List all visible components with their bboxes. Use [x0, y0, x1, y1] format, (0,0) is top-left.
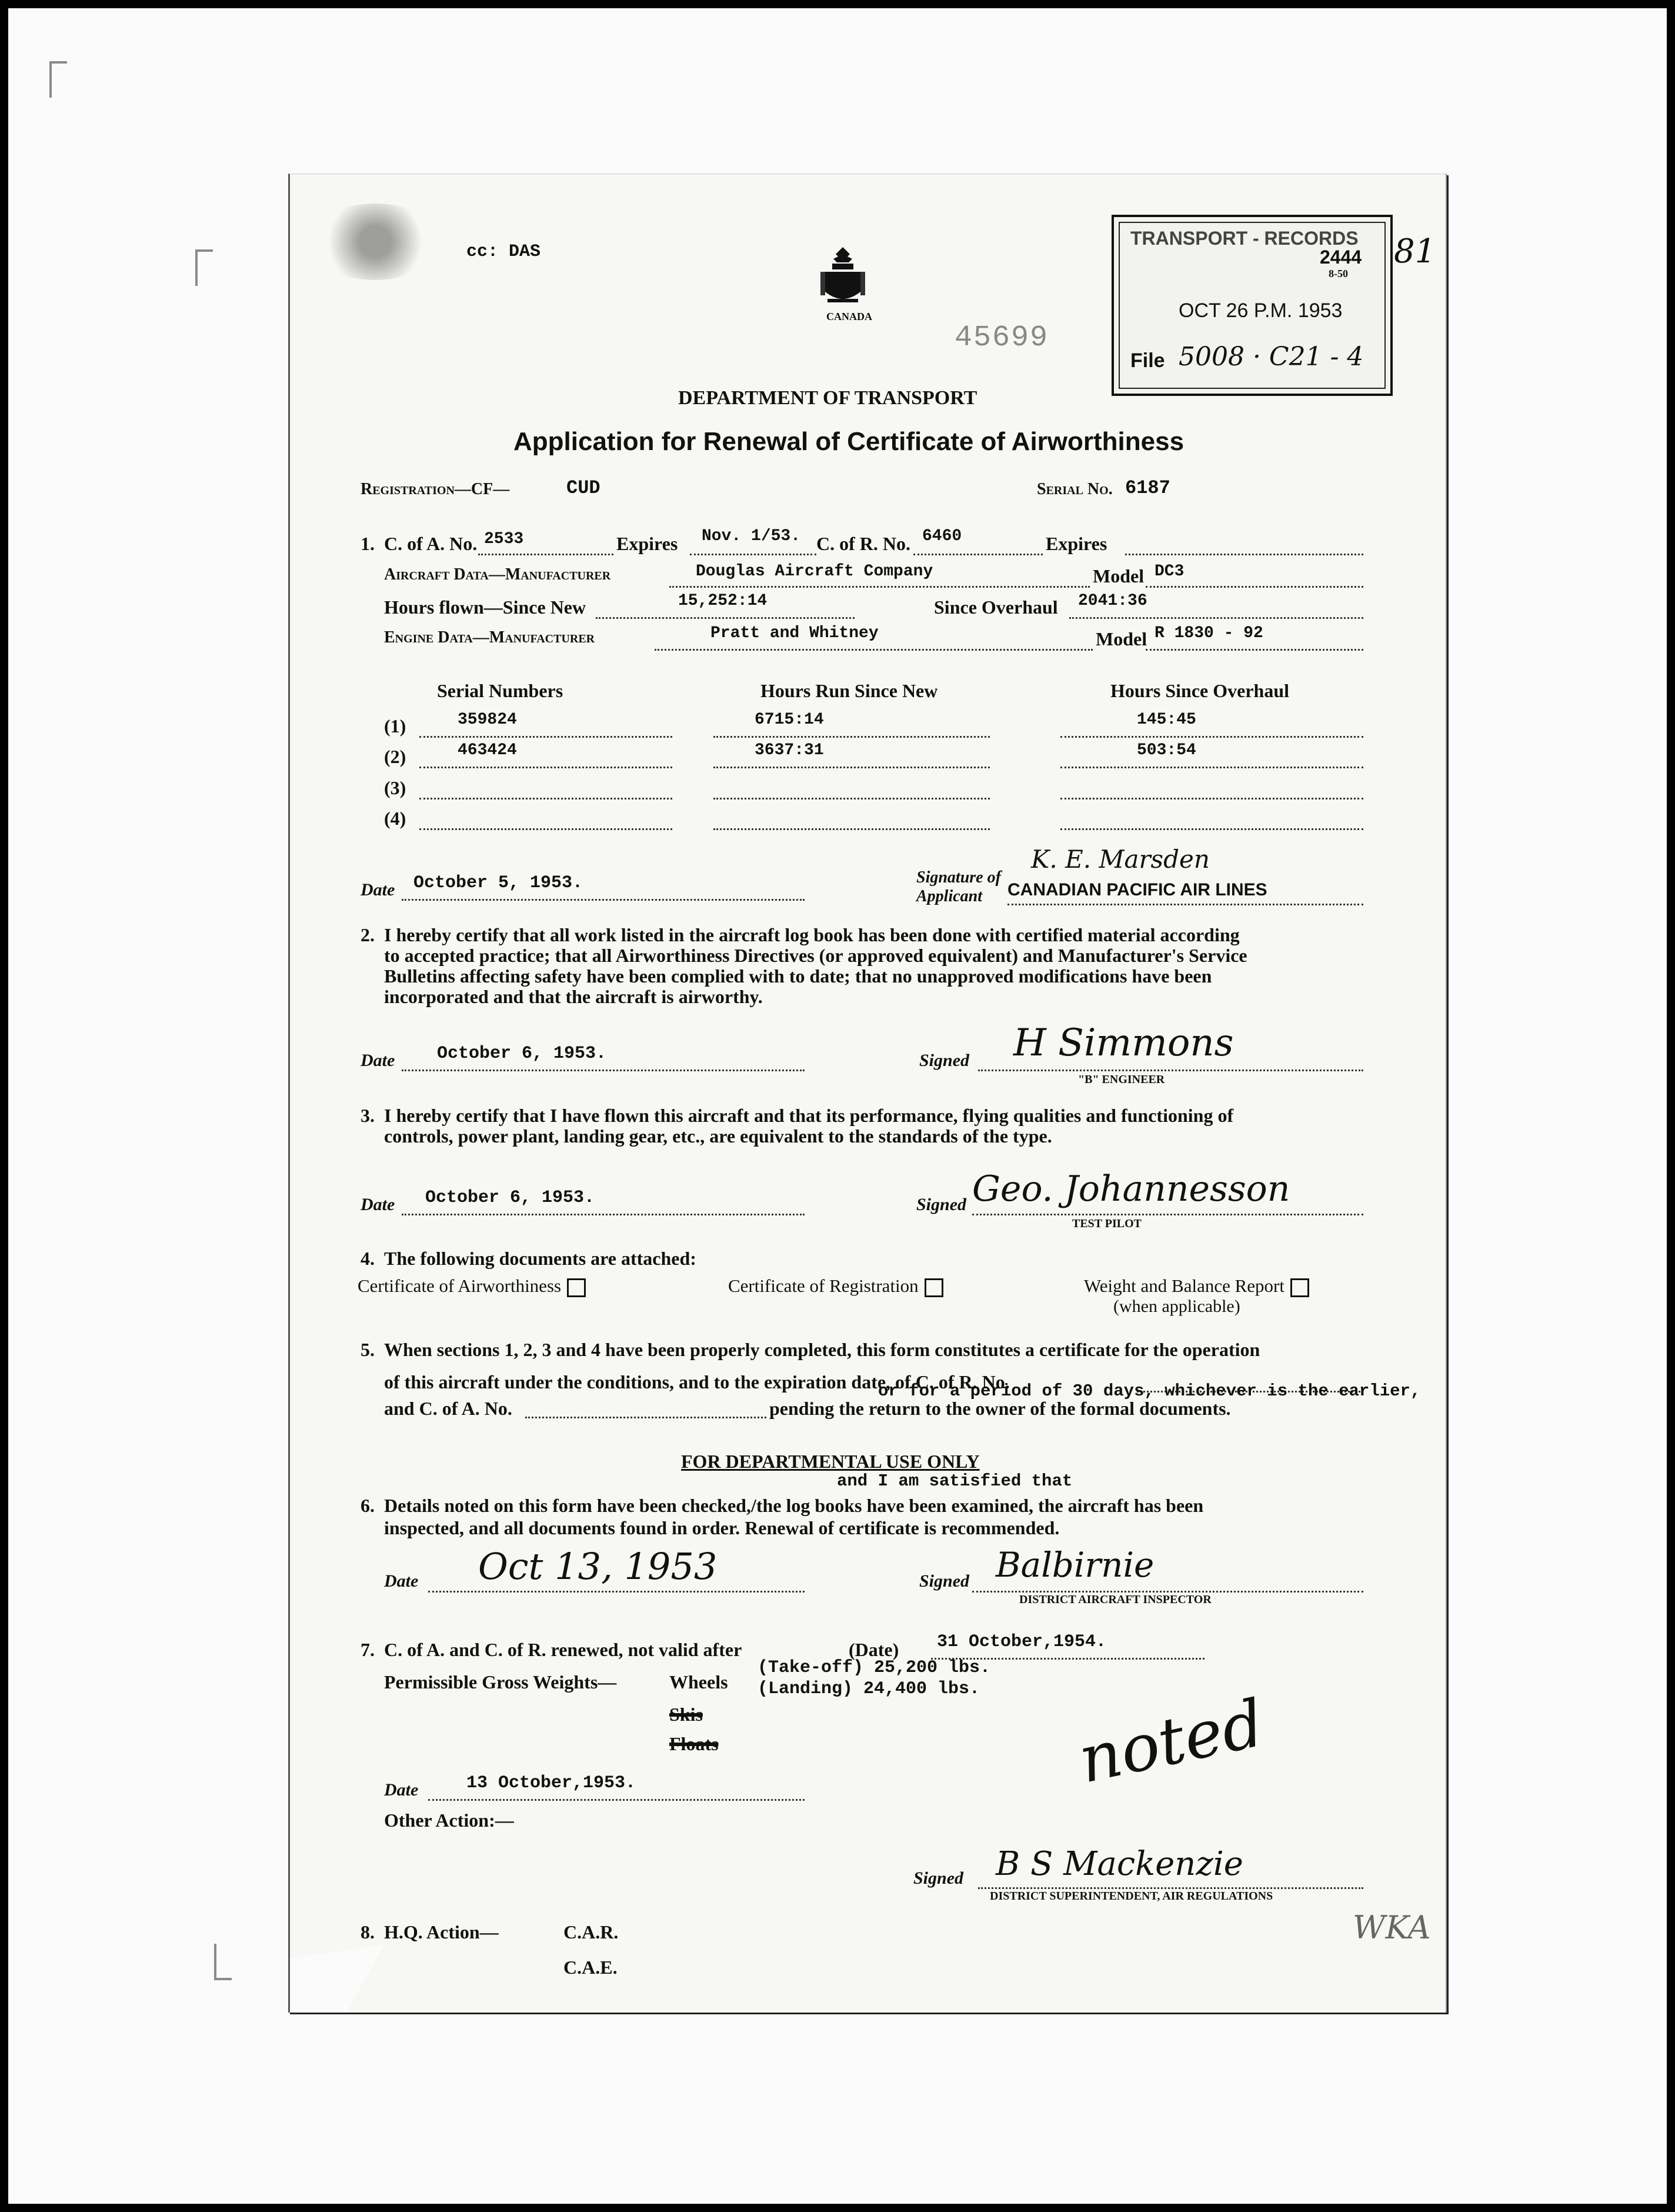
- registration-label: Registration—CF—: [361, 480, 510, 498]
- expires-value: Nov. 1/53.: [702, 527, 801, 545]
- engine-row-num: (3): [384, 777, 406, 798]
- s1-sig-line: [1007, 904, 1363, 905]
- s2-sig-line: [978, 1070, 1363, 1071]
- crop-mark-ml: [195, 249, 213, 286]
- s1-sig-label1: Signature of: [916, 868, 1001, 887]
- s3-text-line: I hereby certify that I have flown this aircraft and that its performance, flying qualities and functioning of: [384, 1105, 1234, 1126]
- application-form: [288, 174, 1447, 2013]
- stamp-code: 2444: [1320, 246, 1362, 268]
- doc-weight-balance-label: Weight and Balance Report: [1084, 1275, 1284, 1296]
- s7-landing: (Landing) 24,400 lbs.: [758, 1679, 980, 1699]
- engine-row-line: [1060, 736, 1363, 738]
- ca-value: 2533: [484, 530, 524, 548]
- test-pilot-signature: Geo. Johannesson: [972, 1168, 1290, 1210]
- s7-date-label: Date: [384, 1780, 419, 1800]
- s6-text-line: inspected, and all documents found in order. Renewal of certificate is recommended.: [384, 1517, 1060, 1538]
- s3-number: 3.: [361, 1105, 375, 1126]
- engine-hours-new: 3637:31: [755, 741, 824, 759]
- aircraft-line: [669, 586, 1090, 588]
- model-line: [1146, 586, 1363, 588]
- engine-row-line: [1060, 798, 1363, 799]
- canada-label: CANADA: [826, 311, 872, 322]
- doc-airworthiness-option: [358, 1275, 586, 1297]
- registration-value: CUD: [566, 477, 600, 499]
- engine-label: Engine Data—Manufacturer: [384, 628, 595, 647]
- s7-date-value: 31 October,1954.: [937, 1632, 1107, 1652]
- s6-date-label: Date: [384, 1571, 419, 1591]
- engine-line: [655, 649, 1093, 651]
- superintendent-signature: B S Mackenzie: [996, 1845, 1243, 1883]
- hours-value: 15,252:14: [678, 592, 768, 610]
- engine-row-line: [713, 767, 990, 768]
- stamp-file-label: File: [1130, 349, 1165, 372]
- col-serial-header: Serial Numbers: [437, 680, 563, 701]
- s4-text: The following documents are attached:: [384, 1248, 696, 1269]
- crop-mark-bl: [214, 1944, 232, 1980]
- doc-weight-balance-option: [1084, 1275, 1309, 1297]
- s3-signed-label: Signed: [916, 1195, 967, 1214]
- engine-row-line: [419, 798, 672, 799]
- serial-label: Serial No.: [1037, 480, 1113, 498]
- overhaul-line: [1069, 617, 1363, 619]
- applicant-company: CANADIAN PACIFIC AIR LINES: [1007, 880, 1267, 900]
- s3-date-value: October 6, 1953.: [425, 1188, 595, 1208]
- serial-value: 6187: [1125, 477, 1170, 499]
- s7-signed-label: Signed: [913, 1868, 964, 1888]
- ca-label: C. of A. No.: [384, 533, 478, 554]
- margin-initials: WKA: [1353, 1909, 1431, 1946]
- s7-role: DISTRICT SUPERINTENDENT, AIR REGULATIONS: [990, 1890, 1273, 1903]
- applicant-signature: K. E. Marsden: [1031, 845, 1210, 874]
- hours-line: [596, 617, 855, 619]
- doc-registration-label: Certificate of Registration: [728, 1275, 919, 1296]
- s6-role: DISTRICT AIRCRAFT INSPECTOR: [1019, 1593, 1212, 1606]
- s8-cae: C.A.E.: [563, 1957, 618, 1978]
- form-title: Application for Renewal of Certificate of Airworthiness: [513, 427, 1184, 456]
- s3-date-label: Date: [361, 1195, 395, 1214]
- department-title: DEPARTMENT OF TRANSPORT: [678, 387, 977, 409]
- departmental-heading: FOR DEPARTMENTAL USE ONLY: [681, 1451, 980, 1472]
- doc-weight-balance-note: (when applicable): [1113, 1297, 1240, 1316]
- s7-number: 7.: [361, 1639, 375, 1660]
- s7-date2-line: [428, 1799, 805, 1801]
- s8-label: H.Q. Action—: [384, 1921, 499, 1943]
- expires2-line: [1125, 554, 1363, 555]
- engine-serial: 463424: [458, 741, 517, 759]
- s5-typed-note: or for a period of 30 days, whichever is the earlier,: [878, 1381, 1421, 1401]
- engine-row-line: [1060, 828, 1363, 830]
- engine-serial: 359824: [458, 711, 517, 729]
- aircraft-value: Douglas Aircraft Company: [696, 562, 933, 581]
- model-label: Model: [1093, 565, 1145, 587]
- engine-row-line: [419, 828, 672, 830]
- engine-row-num: (1): [384, 715, 406, 737]
- s7-floats: Floats: [669, 1733, 719, 1754]
- overhaul-label: Since Overhaul: [934, 597, 1058, 618]
- engine-row-line: [713, 798, 990, 799]
- inspector-signature: Balbirnie: [996, 1545, 1155, 1585]
- noted-annotation: noted: [1072, 1685, 1270, 1798]
- engine-row-num: (2): [384, 746, 406, 767]
- s2-text-line: Bulletins affecting safety have been complied with to date; that no unapproved modifications have been: [384, 965, 1212, 987]
- s5-text-line: When sections 1, 2, 3 and 4 have been properly completed, this form constitutes a certificate for the operation: [384, 1339, 1260, 1360]
- cr-label: C. of R. No.: [816, 533, 910, 554]
- s3-sig-line: [972, 1214, 1363, 1215]
- s7-other-action: Other Action:—: [384, 1810, 514, 1831]
- s5-number: 5.: [361, 1339, 375, 1360]
- s8-number: 8.: [361, 1921, 375, 1943]
- s7-date2-value: 13 October,1953.: [466, 1773, 636, 1793]
- s2-role: "B" ENGINEER: [1078, 1073, 1165, 1086]
- s2-text-line: to accepted practice; that all Airworthiness Directives (or approved equivalent) and Manufacturer's Service: [384, 945, 1247, 966]
- s5-text-line: pending the return to the owner of the formal documents.: [769, 1398, 1231, 1419]
- overhaul-value: 2041:36: [1078, 592, 1147, 610]
- engine-model-line: [1146, 649, 1363, 651]
- engine-row-line: [419, 736, 672, 738]
- s3-role: TEST PILOT: [1072, 1217, 1142, 1230]
- engine-hours-overhaul: 145:45: [1137, 711, 1196, 729]
- s1-number: 1.: [361, 533, 375, 554]
- engine-row-num: (4): [384, 808, 406, 829]
- s6-number: 6.: [361, 1495, 375, 1516]
- engine-hours-overhaul: 503:54: [1137, 741, 1196, 759]
- s5-text-line: of this aircraft under the conditions, and to the expiration date, of C. of R. No.: [384, 1371, 1010, 1393]
- s6-date-line: [428, 1591, 805, 1593]
- hours-label: Hours flown—Since New: [384, 597, 586, 618]
- stamp-title: TRANSPORT - RECORDS: [1130, 228, 1359, 249]
- s2-date-label: Date: [361, 1051, 395, 1070]
- margin-mark: 81: [1394, 232, 1436, 271]
- s7-sig-line: [978, 1887, 1363, 1889]
- s6-insert: and I am satisfied that: [837, 1471, 1073, 1491]
- s6-date-value: Oct 13, 1953: [478, 1545, 718, 1588]
- canada-coat-of-arms: [819, 245, 866, 309]
- expires-label: Expires: [616, 533, 678, 554]
- smudge-mark: [308, 204, 443, 280]
- cc-note: cc: DAS: [466, 242, 541, 262]
- engine-row-line: [1060, 767, 1363, 768]
- engineer-signature: H Simmons: [1013, 1021, 1234, 1065]
- s4-number: 4.: [361, 1248, 375, 1269]
- s2-text-line: I hereby certify that all work listed in the aircraft log book has been done with certified material according: [384, 924, 1240, 945]
- doc-weight-balance-checkbox[interactable]: [1290, 1278, 1309, 1297]
- stamp-subcode: 8-50: [1329, 268, 1348, 279]
- stamp-file-value: 5008 · C21 - 4: [1179, 342, 1364, 372]
- cr-line: [913, 554, 1043, 555]
- s3-date-line: [402, 1214, 805, 1215]
- doc-registration-checkbox[interactable]: [925, 1278, 943, 1297]
- engine-model-value: R 1830 - 92: [1155, 624, 1263, 642]
- s2-text-line: incorporated and that the aircraft is airworthy.: [384, 986, 763, 1007]
- engine-model-label: Model: [1096, 628, 1147, 649]
- s1-date-label: Date: [361, 880, 395, 900]
- engine-row-line: [713, 736, 990, 738]
- expires2-label: Expires: [1046, 533, 1107, 554]
- s2-date-line: [402, 1070, 805, 1071]
- s3-text-line: controls, power plant, landing gear, etc., are equivalent to the standards of the type.: [384, 1125, 1052, 1147]
- col-hours-overhaul-header: Hours Since Overhaul: [1110, 680, 1290, 701]
- s1-date-line: [402, 899, 805, 901]
- aircraft-label: Aircraft Data—Manufacturer: [384, 565, 611, 584]
- engine-row-line: [713, 828, 990, 830]
- expires-line: [690, 554, 816, 555]
- s2-number: 2.: [361, 924, 375, 945]
- s1-sig-label2: Applicant: [916, 887, 983, 905]
- ca-line: [478, 554, 613, 555]
- torn-corner: [290, 1945, 384, 2013]
- s8-car: C.A.R.: [563, 1921, 619, 1943]
- s7-takeoff: (Take-off) 25,200 lbs.: [758, 1658, 991, 1678]
- s6-signed-label: Signed: [919, 1571, 970, 1591]
- s6-text-line: Details noted on this form have been checked,/the log books have been examined, the aircraft has been: [384, 1495, 1204, 1516]
- doc-airworthiness-label: Certificate of Airworthiness: [358, 1275, 562, 1296]
- cr-value: 6460: [922, 527, 962, 545]
- doc-airworthiness-checkbox[interactable]: [567, 1278, 586, 1297]
- engine-value: Pratt and Whitney: [710, 624, 879, 642]
- s5-ca-label: and C. of A. No.: [384, 1398, 512, 1419]
- engine-row-line: [419, 767, 672, 768]
- s7-text: C. of A. and C. of R. renewed, not valid after: [384, 1639, 742, 1660]
- s2-date-value: October 6, 1953.: [437, 1044, 607, 1064]
- model-value: DC3: [1155, 562, 1184, 581]
- s5-ca-line: [525, 1417, 766, 1418]
- file-number-stamp: 45699: [955, 321, 1049, 355]
- s1-date-value: October 5, 1953.: [413, 873, 583, 893]
- s6-sig-line: [972, 1591, 1363, 1593]
- s7-weights-label: Permissible Gross Weights—: [384, 1671, 617, 1693]
- s7-date-paren: (Date): [849, 1639, 899, 1660]
- engine-hours-new: 6715:14: [755, 711, 824, 729]
- s7-wheels: Wheels: [669, 1671, 728, 1693]
- s2-signed-label: Signed: [919, 1051, 970, 1070]
- records-stamp: [1112, 215, 1393, 396]
- s7-skis: Skis: [669, 1704, 703, 1725]
- crop-mark-tl: [49, 61, 67, 98]
- stamp-date: OCT 26 P.M. 1953: [1179, 299, 1343, 322]
- doc-registration-option: [728, 1275, 943, 1297]
- col-hours-new-header: Hours Run Since New: [760, 680, 938, 701]
